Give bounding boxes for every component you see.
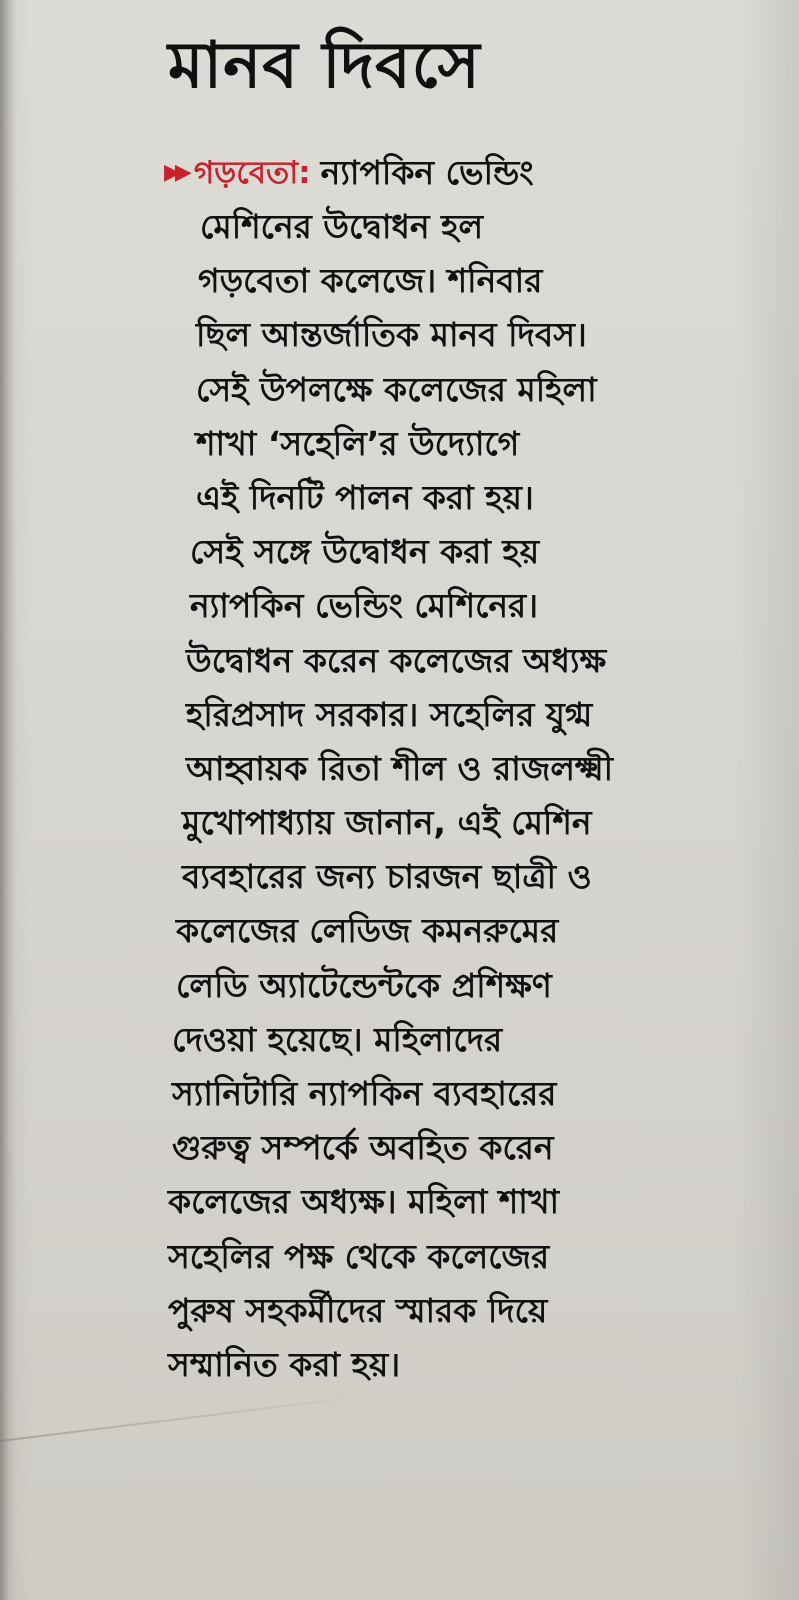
article-dateline: গড়বেতা: [193, 155, 311, 191]
article-line: গড়বেতা কলেজে। শনিবার [198, 261, 543, 301]
article-lead-text: ন্যাপকিন ভেন্ডিং [320, 153, 534, 192]
article-line: পুরুষ সহকর্মীদের স্মারক দিয়ে [168, 1290, 548, 1330]
article-line: কলেজের লেডিজ কমনরুমের [176, 911, 559, 951]
article-line: এই দিনটি পালন করা হয়। [196, 477, 534, 517]
article-headline: মানব দিবসে [168, 29, 481, 103]
article-line: লেডি অ্যাটেন্ডেন্টকে প্রশিক্ষণ [176, 965, 552, 1005]
article-line: সেই উপলক্ষে কলেজের মহিলা [196, 369, 597, 409]
article-line: দেওয়া হয়েছে। মহিলাদের [172, 1019, 503, 1059]
article-line: আহ্বায়ক রিতা শীল ও রাজলক্ষ্মী [186, 748, 614, 788]
article-body [162, 200, 762, 1392]
article-line: ব্যবহারের জন্য চারজন ছাত্রী ও [182, 857, 592, 897]
article-line: হরিপ্রসাদ সরকার। সহেলির যুগ্ম [186, 694, 593, 734]
article-line: গুরুত্ব সম্পর্কে অবহিত করেন [172, 1128, 554, 1168]
article-line: ন্যাপকিন ভেন্ডিং মেশিনের। [190, 586, 539, 626]
article-line: ছিল আন্তর্জাতিক মানব দিবস। [196, 315, 587, 355]
article-line: মেশিনের উদ্বোধন হল [200, 207, 484, 246]
article-line: উদ্বোধন করেন কলেজের অধ্যক্ষ [186, 640, 607, 680]
article-line: সহেলির পক্ষ থেকে কলেজের [168, 1236, 550, 1276]
article-lead-line [164, 146, 534, 200]
article-line: সম্মানিত করা হয়। [168, 1344, 401, 1384]
article-line: স্যানিটারি ন্যাপকিন ব্যবহারের [172, 1074, 557, 1113]
double-triangle-marker-icon: ▶▶ [164, 160, 186, 185]
paper-crease [0, 1394, 377, 1442]
article-line: সেই সঙ্গে উদ্বোধন করা হয় [190, 532, 540, 572]
paper-left-edge [0, 0, 16, 1600]
article-line: শাখা ‘সহেলি’র উদ্যোগে [196, 423, 520, 463]
article-line: কলেজের অধ্যক্ষ। মহিলা শাখা [168, 1182, 560, 1222]
article-line: মুখোপাধ্যায় জানান, এই মেশিন [182, 803, 592, 843]
